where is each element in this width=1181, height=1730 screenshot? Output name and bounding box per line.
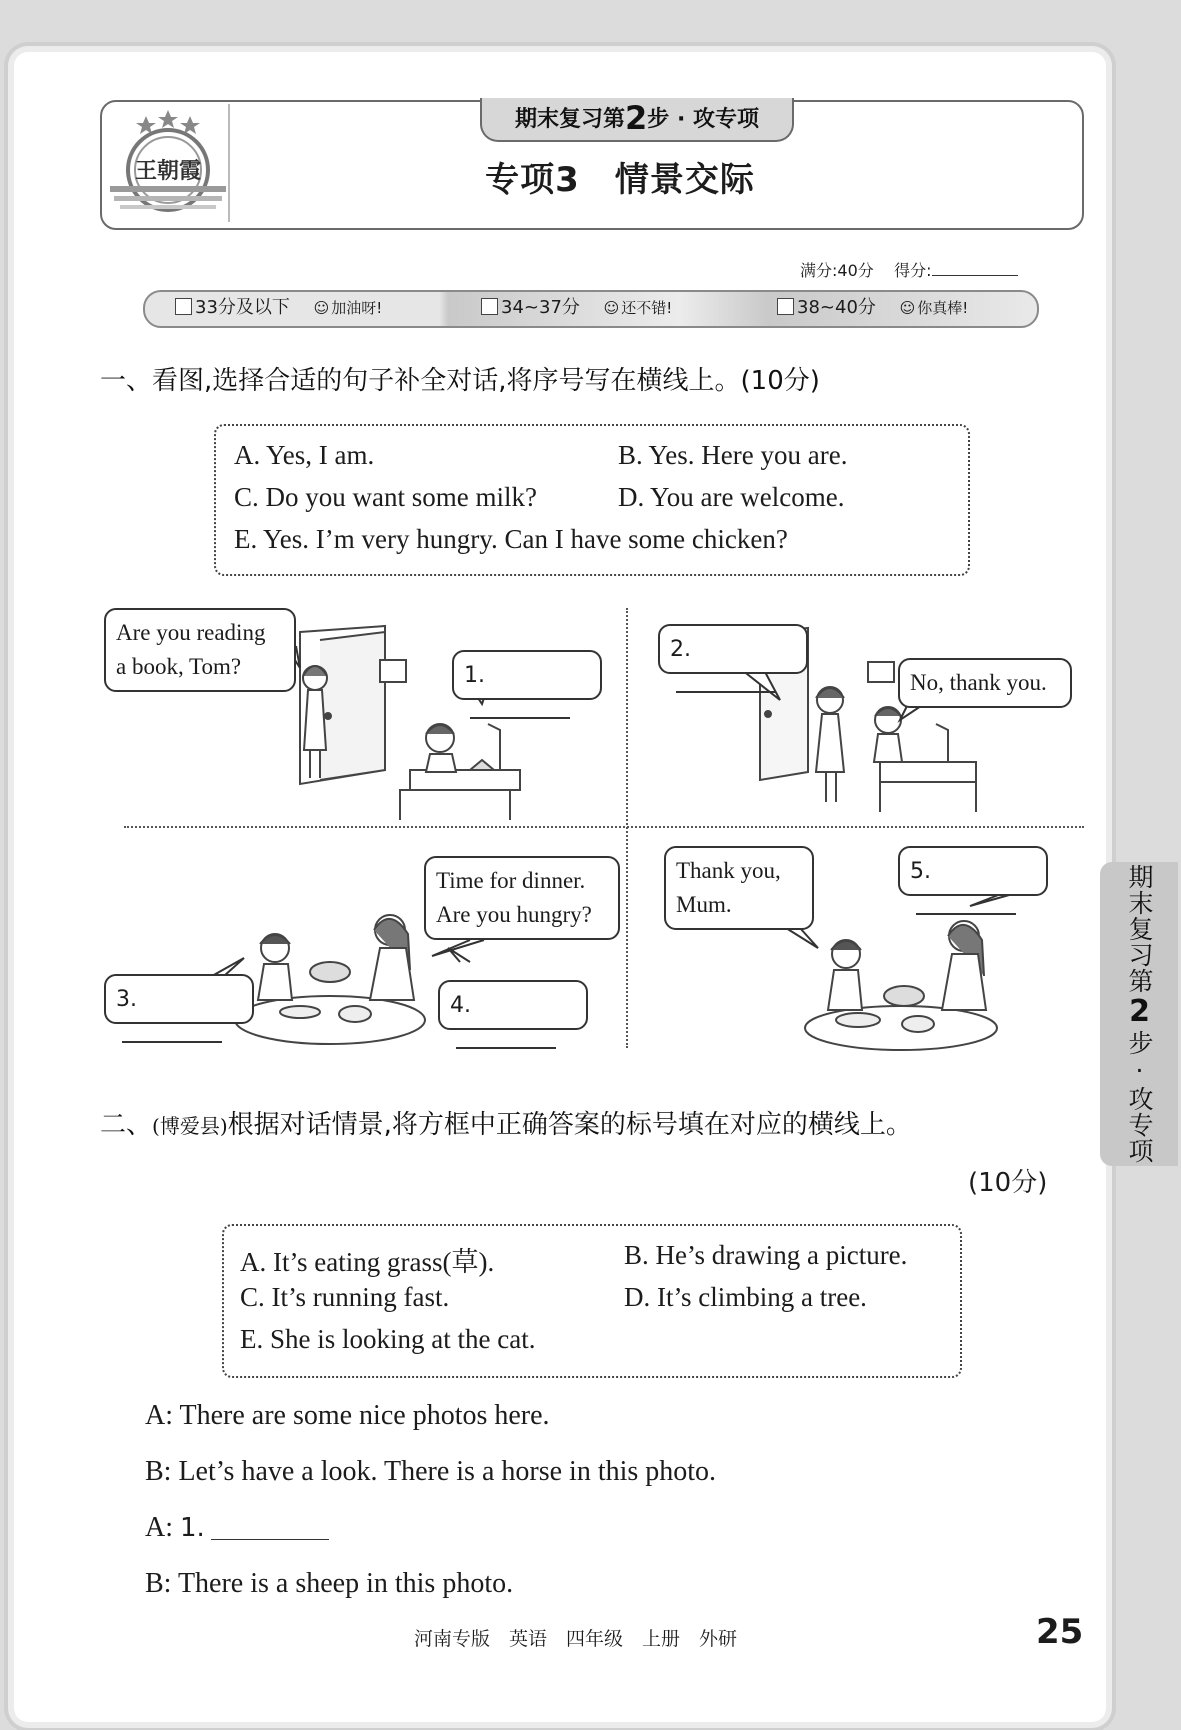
section2-prefix: 二、: [100, 1110, 153, 1140]
side-tab: [1100, 862, 1178, 1166]
rating-comment: 你真棒!: [917, 299, 969, 317]
side-tab-prefix: 期末复习第: [1125, 864, 1154, 994]
option-e: E. Yes. I’m very hungry. Can I have some chicken?: [234, 524, 788, 554]
bubble-line: Mum.: [676, 892, 732, 917]
option-d: D. It’s climbing a tree.: [624, 1282, 867, 1312]
answer-blank-2[interactable]: [676, 669, 776, 693]
step-prefix: 期末复习第: [515, 107, 626, 132]
side-tab-suffix: 步·攻专项: [1125, 1030, 1154, 1164]
blank-number: 4.: [450, 993, 471, 1018]
step-number: 2: [625, 99, 648, 137]
page-title: 专项3 情景交际: [485, 160, 755, 200]
option-b: B. He’s drawing a picture.: [624, 1240, 908, 1270]
dialogue-answer-blank-1[interactable]: [211, 1515, 329, 1540]
answer-blank-3[interactable]: [122, 1019, 222, 1043]
answer-blank-5[interactable]: [916, 891, 1016, 915]
answer-blank-1[interactable]: [470, 695, 570, 719]
section2-option-box: [222, 1224, 962, 1378]
step-suffix: 步 · 攻专项: [647, 107, 759, 132]
dialogue-line: A: There are some nice photos here.: [145, 1400, 550, 1431]
option-c: C. It’s running fast.: [240, 1282, 450, 1312]
rating-range: 33分及以下: [195, 297, 290, 318]
county-label: (博爱县): [152, 1114, 228, 1138]
page-number: 25: [1036, 1612, 1084, 1652]
bubble-p2-question: [658, 624, 808, 674]
section2-points: (10分): [968, 1168, 1048, 1198]
full-marks: 满分:40分: [800, 261, 874, 280]
option-a: A. It’s eating grass(草).: [240, 1247, 495, 1277]
smile-icon: ☺: [899, 299, 916, 317]
dialogue-line: B: There is a sheep in this photo.: [145, 1568, 514, 1599]
smile-icon: ☺: [603, 299, 620, 317]
bubble-line: Are you hungry?: [436, 902, 592, 927]
rating-range: 38~40分: [797, 297, 876, 318]
bubble-p1-question: [104, 608, 296, 692]
svg-text:王朝霞: 王朝霞: [134, 158, 202, 184]
section2-text: 根据对话情景,将方框中正确答案的标号填在对应的横线上。: [227, 1110, 912, 1140]
bubble-p5-answer: [898, 846, 1048, 896]
blank-number: 1.: [180, 1513, 205, 1543]
bubble-p5-thanks: [664, 846, 814, 930]
option-b: B. Yes. Here you are.: [618, 440, 848, 470]
section1-heading: 一、看图,选择合适的句子补全对话,将序号写在横线上。(10分): [100, 366, 820, 396]
bubble-p3-answer: [104, 974, 254, 1024]
dialogue-line: B: Let’s have a look. There is a horse in this photo.: [145, 1456, 717, 1487]
blank-number: 3.: [116, 987, 137, 1012]
blank-number: 2.: [670, 637, 691, 662]
rating-comment: 加油呀!: [331, 299, 383, 317]
section2-heading: [100, 1104, 912, 1141]
blank-number: 5.: [910, 859, 931, 884]
option-a: A. Yes, I am.: [234, 440, 375, 470]
answer-blank-4[interactable]: [456, 1025, 556, 1049]
option-e: E. She is looking at the cat.: [240, 1324, 536, 1354]
rating-comment: 还不错!: [621, 299, 673, 317]
dialogue-speaker: A:: [145, 1512, 180, 1543]
option-d: D. You are welcome.: [618, 482, 845, 512]
dialogue-line-blank: [145, 1512, 329, 1544]
rating-range: 34~37分: [501, 297, 580, 318]
side-tab-number: 2: [1122, 994, 1157, 1030]
blank-number: 1.: [464, 663, 485, 688]
bubble-p1-answer: [452, 650, 602, 700]
score-label: 得分:: [894, 261, 932, 280]
option-c: C. Do you want some milk?: [234, 482, 537, 512]
bubble-p3-question: [424, 856, 620, 940]
bubble-line: Thank you,: [676, 858, 781, 883]
bubble-line: a book, Tom?: [116, 654, 242, 679]
bubble-p4-answer: [438, 980, 588, 1030]
footer-text: 河南专版 英语 四年级 上册 外研: [414, 1628, 738, 1650]
smile-icon: ☺: [313, 299, 330, 317]
bubble-p2-answer: No, thank you.: [898, 658, 1072, 708]
bubble-line: Are you reading: [116, 620, 266, 645]
bubble-line: Time for dinner.: [436, 868, 586, 893]
